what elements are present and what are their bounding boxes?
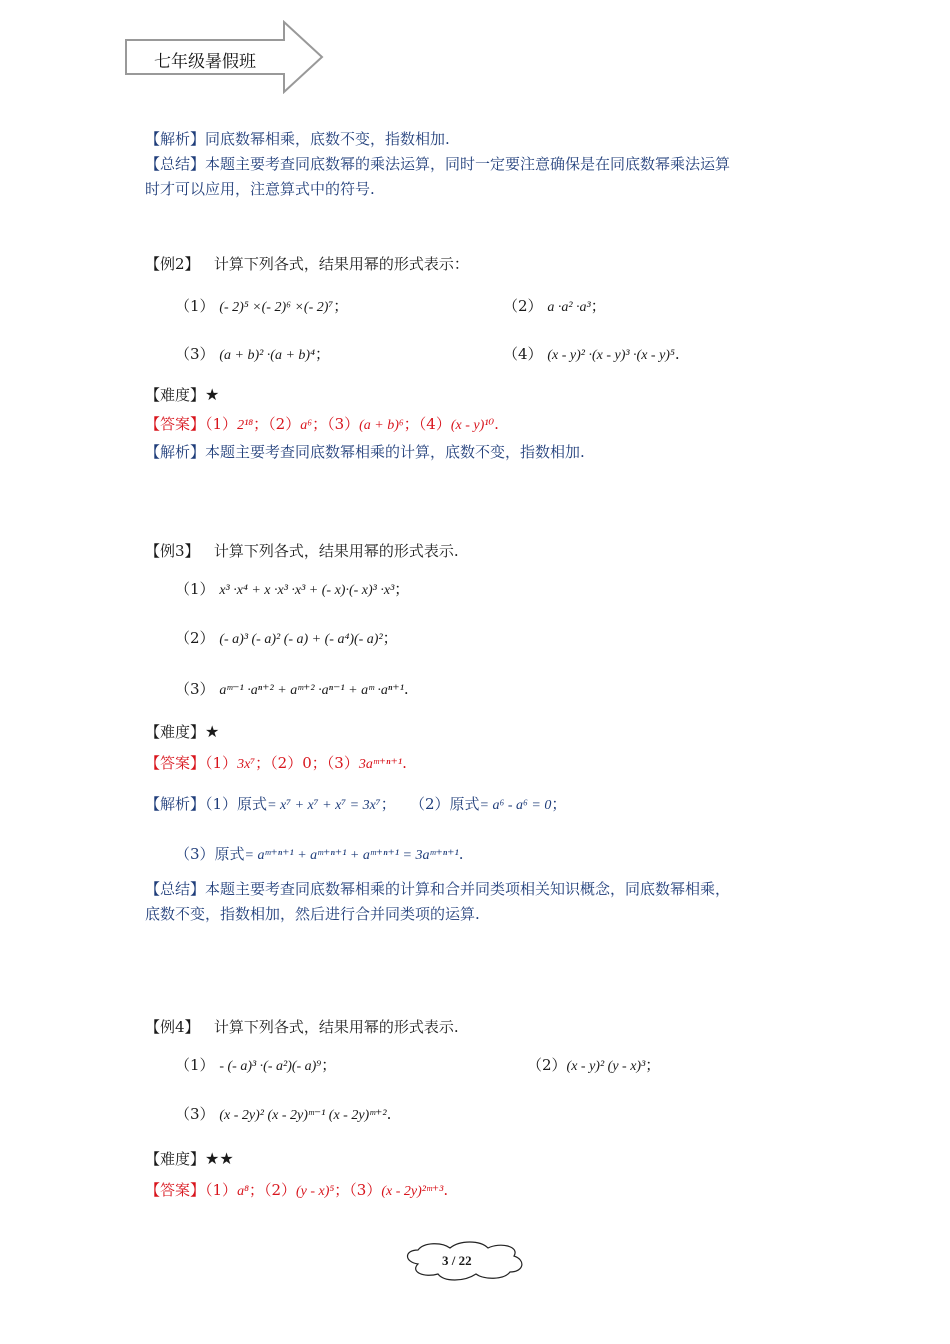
ex3-q2: （2） (- a)³ (- a)² (- a) + (- a⁴)(- a)²； [175, 629, 398, 647]
ex4-heading: 【例4】 计算下列各式，结果用幂的形式表示. [145, 1018, 459, 1036]
ex1-jiexi: 【解析】同底数幂相乘，底数不变，指数相加. [145, 130, 450, 148]
ex4-q1: （1） - (- a)³ ·(- a²)(- a)⁹； [175, 1056, 337, 1074]
ex3-jiexi-line2: （3）原式= aᵐ⁺ⁿ⁺¹ + aᵐ⁺ⁿ⁺¹ + aᵐ⁺ⁿ⁺¹ = 3aᵐ⁺ⁿ⁺¹. [175, 845, 464, 863]
ex2-q1: （1） (- 2)⁵ ×(- 2)⁶ ×(- 2)⁷； [175, 297, 349, 315]
difficulty-stars: ★ [205, 385, 220, 404]
difficulty-stars: ★ [205, 722, 220, 741]
ex3-jiexi-line1: 【解析】（1）原式= x⁷ + x⁷ + x⁷ = 3x⁷； （2）原式= a⁶ - a⁶ = 0； [145, 795, 567, 813]
ex1-zongjie-line1: 【总结】本题主要考查同底数幂的乘法运算，同时一定要注意确保是在同底数幂乘法运算 [145, 155, 731, 173]
page-number: 3 / 22 [442, 1253, 472, 1268]
ex4-q2: （2）(x - y)² (y - x)³； [527, 1056, 661, 1074]
ex3-zongjie-line2: 底数不变，指数相加，然后进行合并同类项的运算. [145, 905, 480, 923]
ex2-difficulty: 【难度】★ [145, 385, 220, 404]
ex1-zongjie-line2: 时才可以应用，注意算式中的符号. [145, 180, 375, 198]
ex2-q2: （2） a ·a² ·a³； [503, 297, 606, 315]
ex3-difficulty: 【难度】★ [145, 722, 220, 741]
ex2-heading: 【例2】 计算下列各式，结果用幂的形式表示： [145, 255, 469, 273]
ex3-q3: （3） aᵐ⁻¹ ·aⁿ⁺² + aᵐ⁺² ·aⁿ⁻¹ + aᵐ ·aⁿ⁺¹. [175, 680, 409, 698]
ex2-jiexi: 【解析】本题主要考查同底数幂相乘的计算，底数不变，指数相加. [145, 443, 585, 461]
ex2-q3: （3） (a + b)² ·(a + b)⁴； [175, 345, 330, 363]
ex2-q4: （4） (x - y)² ·(x - y)³ ·(x - y)⁵. [503, 345, 680, 363]
ex4-answer: 【答案】（1）a⁸；（2）(y - x)⁵；（3）(x - 2y)²ᵐ⁺³. [145, 1181, 449, 1199]
ex3-answer: 【答案】（1）3x⁷；（2）0；（3）3aᵐ⁺ⁿ⁺¹. [145, 754, 407, 772]
difficulty-stars: ★★ [205, 1149, 234, 1168]
ex3-heading: 【例3】 计算下列各式，结果用幂的形式表示. [145, 542, 459, 560]
ex4-difficulty: 【难度】★★ [145, 1149, 234, 1168]
header-title: 七年级暑假班 [154, 52, 256, 72]
ex2-answer: 【答案】（1）2¹⁸；（2）a⁶；（3）(a + b)⁶；（4）(x - y)¹⁰. [145, 415, 499, 433]
ex4-q3: （3） (x - 2y)² (x - 2y)ᵐ⁻¹ (x - 2y)ᵐ⁺². [175, 1105, 392, 1123]
ex3-zongjie-line1: 【总结】本题主要考查同底数幂相乘的计算和合并同类项相关知识概念，同底数幂相乘， [145, 880, 731, 898]
ex3-q1: （1） x³ ·x⁴ + x ·x³ ·x³ + (- x)·(- x)³ ·x³； [175, 580, 410, 598]
